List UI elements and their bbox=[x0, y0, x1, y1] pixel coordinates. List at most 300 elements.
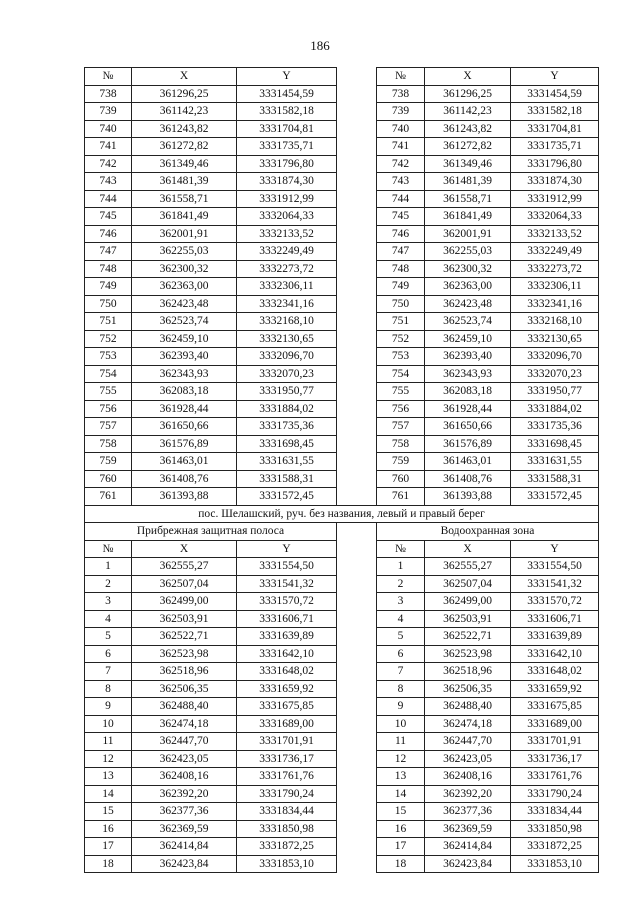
left-x-coordinate: 361393,88 bbox=[132, 488, 237, 506]
right-y-coordinate: 3331698,45 bbox=[511, 435, 599, 453]
table-row bbox=[85, 435, 599, 453]
table-row bbox=[85, 663, 599, 681]
right-point-number: 744 bbox=[377, 190, 425, 208]
left-y-coordinate: 3331454,59 bbox=[237, 85, 337, 103]
column-gap bbox=[337, 593, 377, 611]
right-point-number: 11 bbox=[377, 733, 425, 751]
left-point-number: 10 bbox=[85, 715, 132, 733]
left-x-coordinate: 362343,93 bbox=[132, 365, 237, 383]
right-point-number: 4 bbox=[377, 610, 425, 628]
right-y-coordinate: 3331554,50 bbox=[511, 558, 599, 576]
right-point-number: 739 bbox=[377, 103, 425, 121]
right-point-number: 758 bbox=[377, 435, 425, 453]
left-x-coordinate: 362523,74 bbox=[132, 313, 237, 331]
column-gap bbox=[337, 540, 377, 558]
right-y-coordinate: 3331689,00 bbox=[511, 715, 599, 733]
right-header-x: X bbox=[425, 68, 511, 86]
right-x-coordinate: 362408,16 bbox=[425, 768, 511, 786]
left-x-coordinate: 362414,84 bbox=[132, 838, 237, 856]
left-y-coordinate: 3331588,31 bbox=[237, 470, 337, 488]
table-row bbox=[85, 785, 599, 803]
table-row bbox=[85, 558, 599, 576]
right-y-coordinate: 3331790,24 bbox=[511, 785, 599, 803]
column-gap bbox=[337, 418, 377, 436]
column-gap bbox=[337, 663, 377, 681]
right-y-coordinate: 3331701,91 bbox=[511, 733, 599, 751]
right-x-coordinate: 362423,48 bbox=[425, 295, 511, 313]
right-x-coordinate: 361576,89 bbox=[425, 435, 511, 453]
table-row bbox=[85, 715, 599, 733]
right-point-number: 8 bbox=[377, 680, 425, 698]
left-y-coordinate: 3331698,45 bbox=[237, 435, 337, 453]
right-x-coordinate: 362523,74 bbox=[425, 313, 511, 331]
left-y-coordinate: 3331606,71 bbox=[237, 610, 337, 628]
left-y-coordinate: 3332070,23 bbox=[237, 365, 337, 383]
right-point-number: 742 bbox=[377, 155, 425, 173]
left-x-coordinate: 362555,27 bbox=[132, 558, 237, 576]
right-y-coordinate: 3331704,81 bbox=[511, 120, 599, 138]
right-y-coordinate: 3331572,45 bbox=[511, 488, 599, 506]
column-gap bbox=[337, 295, 377, 313]
right-x-coordinate: 362522,71 bbox=[425, 628, 511, 646]
left-x-coordinate: 361349,46 bbox=[132, 155, 237, 173]
column-gap bbox=[337, 558, 377, 576]
right-x-coordinate: 362507,04 bbox=[425, 575, 511, 593]
left-y-coordinate: 3331796,80 bbox=[237, 155, 337, 173]
left-point-number: 758 bbox=[85, 435, 132, 453]
right-point-number: 1 bbox=[377, 558, 425, 576]
right-y-coordinate: 3331675,85 bbox=[511, 698, 599, 716]
column-gap bbox=[337, 768, 377, 786]
right-x-coordinate: 361558,71 bbox=[425, 190, 511, 208]
column-gap bbox=[337, 120, 377, 138]
right-point-number: 16 bbox=[377, 820, 425, 838]
right-y-coordinate: 3332249,49 bbox=[511, 243, 599, 261]
left-x-coordinate: 361928,44 bbox=[132, 400, 237, 418]
table-row bbox=[85, 593, 599, 611]
table-row bbox=[85, 243, 599, 261]
left-y-coordinate: 3331874,30 bbox=[237, 173, 337, 191]
right-header-x: X bbox=[425, 540, 511, 558]
column-gap bbox=[337, 628, 377, 646]
right-header-y: Y bbox=[511, 540, 599, 558]
left-point-number: 761 bbox=[85, 488, 132, 506]
left-point-number: 8 bbox=[85, 680, 132, 698]
left-x-coordinate: 361243,82 bbox=[132, 120, 237, 138]
table-row bbox=[85, 225, 599, 243]
left-x-coordinate: 362522,71 bbox=[132, 628, 237, 646]
right-point-number: 753 bbox=[377, 348, 425, 366]
left-point-number: 740 bbox=[85, 120, 132, 138]
table-row bbox=[85, 768, 599, 786]
right-point-number: 5 bbox=[377, 628, 425, 646]
right-y-coordinate: 3331570,72 bbox=[511, 593, 599, 611]
right-y-coordinate: 3332341,16 bbox=[511, 295, 599, 313]
left-point-number: 738 bbox=[85, 85, 132, 103]
right-point-number: 17 bbox=[377, 838, 425, 856]
left-point-number: 754 bbox=[85, 365, 132, 383]
column-gap bbox=[337, 750, 377, 768]
column-gap bbox=[337, 348, 377, 366]
column-gap bbox=[337, 803, 377, 821]
right-x-coordinate: 362343,93 bbox=[425, 365, 511, 383]
left-x-coordinate: 362255,03 bbox=[132, 243, 237, 261]
left-point-number: 742 bbox=[85, 155, 132, 173]
column-gap bbox=[337, 435, 377, 453]
right-header-no: № bbox=[377, 68, 425, 86]
table-row bbox=[85, 628, 599, 646]
right-point-number: 745 bbox=[377, 208, 425, 226]
table-row bbox=[85, 698, 599, 716]
table-row bbox=[85, 855, 599, 873]
right-point-number: 759 bbox=[377, 453, 425, 471]
left-y-coordinate: 3331761,76 bbox=[237, 768, 337, 786]
column-gap bbox=[337, 103, 377, 121]
column-gap bbox=[337, 610, 377, 628]
left-header-no: № bbox=[85, 68, 132, 86]
table-row bbox=[85, 173, 599, 191]
right-y-coordinate: 3332168,10 bbox=[511, 313, 599, 331]
right-y-coordinate: 3331735,36 bbox=[511, 418, 599, 436]
right-x-coordinate: 362423,05 bbox=[425, 750, 511, 768]
left-y-coordinate: 3331554,50 bbox=[237, 558, 337, 576]
right-x-coordinate: 362393,40 bbox=[425, 348, 511, 366]
left-point-number: 13 bbox=[85, 768, 132, 786]
left-x-coordinate: 362499,00 bbox=[132, 593, 237, 611]
left-point-number: 753 bbox=[85, 348, 132, 366]
right-point-number: 751 bbox=[377, 313, 425, 331]
right-x-coordinate: 361650,66 bbox=[425, 418, 511, 436]
right-point-number: 741 bbox=[377, 138, 425, 156]
column-gap bbox=[337, 243, 377, 261]
table-row bbox=[85, 278, 599, 296]
left-y-coordinate: 3331704,81 bbox=[237, 120, 337, 138]
column-gap bbox=[337, 138, 377, 156]
table-row bbox=[85, 103, 599, 121]
column-gap bbox=[337, 155, 377, 173]
left-x-coordinate: 362447,70 bbox=[132, 733, 237, 751]
column-gap bbox=[337, 785, 377, 803]
right-y-coordinate: 3331736,17 bbox=[511, 750, 599, 768]
column-gap bbox=[337, 313, 377, 331]
left-point-number: 749 bbox=[85, 278, 132, 296]
left-point-number: 752 bbox=[85, 330, 132, 348]
right-x-coordinate: 361142,23 bbox=[425, 103, 511, 121]
left-point-number: 7 bbox=[85, 663, 132, 681]
table-row bbox=[85, 138, 599, 156]
left-x-coordinate: 362488,40 bbox=[132, 698, 237, 716]
left-point-number: 755 bbox=[85, 383, 132, 401]
right-x-coordinate: 362255,03 bbox=[425, 243, 511, 261]
right-y-coordinate: 3332273,72 bbox=[511, 260, 599, 278]
column-gap bbox=[337, 488, 377, 506]
left-x-coordinate: 362393,40 bbox=[132, 348, 237, 366]
left-x-coordinate: 362369,59 bbox=[132, 820, 237, 838]
column-gap bbox=[337, 698, 377, 716]
left-y-coordinate: 3331834,44 bbox=[237, 803, 337, 821]
right-y-coordinate: 3331648,02 bbox=[511, 663, 599, 681]
right-point-number: 760 bbox=[377, 470, 425, 488]
left-x-coordinate: 362300,32 bbox=[132, 260, 237, 278]
right-point-number: 747 bbox=[377, 243, 425, 261]
table-row bbox=[85, 733, 599, 751]
right-x-coordinate: 361841,49 bbox=[425, 208, 511, 226]
column-gap bbox=[337, 680, 377, 698]
right-x-coordinate: 362523,98 bbox=[425, 645, 511, 663]
right-y-coordinate: 3332133,52 bbox=[511, 225, 599, 243]
left-x-coordinate: 361558,71 bbox=[132, 190, 237, 208]
right-point-number: 18 bbox=[377, 855, 425, 873]
table-row bbox=[85, 330, 599, 348]
left-y-coordinate: 3331570,72 bbox=[237, 593, 337, 611]
left-y-coordinate: 3331884,02 bbox=[237, 400, 337, 418]
table-row bbox=[85, 313, 599, 331]
right-x-coordinate: 362423,84 bbox=[425, 855, 511, 873]
left-x-coordinate: 362001,91 bbox=[132, 225, 237, 243]
left-x-coordinate: 361272,82 bbox=[132, 138, 237, 156]
left-y-coordinate: 3332096,70 bbox=[237, 348, 337, 366]
column-gap bbox=[337, 173, 377, 191]
left-y-coordinate: 3331639,89 bbox=[237, 628, 337, 646]
column-gap bbox=[337, 838, 377, 856]
left-point-number: 3 bbox=[85, 593, 132, 611]
left-y-coordinate: 3332133,52 bbox=[237, 225, 337, 243]
right-point-number: 755 bbox=[377, 383, 425, 401]
right-y-coordinate: 3331796,80 bbox=[511, 155, 599, 173]
right-x-coordinate: 362363,00 bbox=[425, 278, 511, 296]
right-x-coordinate: 362474,18 bbox=[425, 715, 511, 733]
right-x-coordinate: 362447,70 bbox=[425, 733, 511, 751]
right-point-number: 15 bbox=[377, 803, 425, 821]
right-x-coordinate: 362083,18 bbox=[425, 383, 511, 401]
right-x-coordinate: 362001,91 bbox=[425, 225, 511, 243]
right-y-coordinate: 3331639,89 bbox=[511, 628, 599, 646]
left-x-coordinate: 361296,25 bbox=[132, 85, 237, 103]
page-number: 186 bbox=[310, 38, 330, 53]
left-point-number: 5 bbox=[85, 628, 132, 646]
left-x-coordinate: 362518,96 bbox=[132, 663, 237, 681]
left-y-coordinate: 3331850,98 bbox=[237, 820, 337, 838]
right-x-coordinate: 362503,91 bbox=[425, 610, 511, 628]
right-x-coordinate: 361928,44 bbox=[425, 400, 511, 418]
left-point-number: 747 bbox=[85, 243, 132, 261]
right-x-coordinate: 361243,82 bbox=[425, 120, 511, 138]
column-gap bbox=[337, 820, 377, 838]
right-point-number: 2 bbox=[377, 575, 425, 593]
right-x-coordinate: 362369,59 bbox=[425, 820, 511, 838]
right-y-coordinate: 3331659,92 bbox=[511, 680, 599, 698]
right-y-coordinate: 3331735,71 bbox=[511, 138, 599, 156]
left-point-number: 746 bbox=[85, 225, 132, 243]
left-y-coordinate: 3331912,99 bbox=[237, 190, 337, 208]
left-x-coordinate: 362503,91 bbox=[132, 610, 237, 628]
left-x-coordinate: 362377,36 bbox=[132, 803, 237, 821]
column-gap bbox=[337, 365, 377, 383]
left-y-coordinate: 3332306,11 bbox=[237, 278, 337, 296]
column-gap bbox=[337, 645, 377, 663]
left-point-number: 741 bbox=[85, 138, 132, 156]
right-x-coordinate: 361481,39 bbox=[425, 173, 511, 191]
left-x-coordinate: 361142,23 bbox=[132, 103, 237, 121]
left-x-coordinate: 362459,10 bbox=[132, 330, 237, 348]
left-point-number: 739 bbox=[85, 103, 132, 121]
left-y-coordinate: 3331631,55 bbox=[237, 453, 337, 471]
table-row bbox=[85, 838, 599, 856]
right-point-number: 749 bbox=[377, 278, 425, 296]
left-y-coordinate: 3332249,49 bbox=[237, 243, 337, 261]
right-x-coordinate: 361349,46 bbox=[425, 155, 511, 173]
header-row bbox=[85, 68, 599, 86]
coordinates-table bbox=[84, 67, 599, 873]
right-x-coordinate: 362414,84 bbox=[425, 838, 511, 856]
left-y-coordinate: 3332168,10 bbox=[237, 313, 337, 331]
right-point-number: 748 bbox=[377, 260, 425, 278]
column-gap bbox=[337, 68, 377, 86]
column-gap bbox=[337, 208, 377, 226]
right-point-number: 757 bbox=[377, 418, 425, 436]
table-row bbox=[85, 208, 599, 226]
left-x-coordinate: 362474,18 bbox=[132, 715, 237, 733]
right-x-coordinate: 361272,82 bbox=[425, 138, 511, 156]
right-subtitle: Водоохранная зона bbox=[377, 523, 599, 541]
right-point-number: 3 bbox=[377, 593, 425, 611]
right-y-coordinate: 3331582,18 bbox=[511, 103, 599, 121]
left-x-coordinate: 362423,84 bbox=[132, 855, 237, 873]
column-gap bbox=[337, 855, 377, 873]
left-point-number: 744 bbox=[85, 190, 132, 208]
right-x-coordinate: 361393,88 bbox=[425, 488, 511, 506]
column-gap bbox=[337, 575, 377, 593]
table-row bbox=[85, 365, 599, 383]
right-y-coordinate: 3331761,76 bbox=[511, 768, 599, 786]
left-point-number: 12 bbox=[85, 750, 132, 768]
table-row bbox=[85, 85, 599, 103]
column-gap bbox=[337, 715, 377, 733]
table-row bbox=[85, 418, 599, 436]
right-y-coordinate: 3331606,71 bbox=[511, 610, 599, 628]
section-title: пос. Шелашский, руч. без названия, левый и правый берег bbox=[85, 505, 599, 523]
header-row bbox=[85, 540, 599, 558]
table-row bbox=[85, 400, 599, 418]
right-point-number: 743 bbox=[377, 173, 425, 191]
left-x-coordinate: 362408,16 bbox=[132, 768, 237, 786]
left-point-number: 743 bbox=[85, 173, 132, 191]
left-y-coordinate: 3331541,32 bbox=[237, 575, 337, 593]
column-gap bbox=[337, 453, 377, 471]
left-header-no: № bbox=[85, 540, 132, 558]
column-gap bbox=[337, 85, 377, 103]
right-x-coordinate: 362392,20 bbox=[425, 785, 511, 803]
table-row bbox=[85, 820, 599, 838]
right-point-number: 738 bbox=[377, 85, 425, 103]
left-point-number: 757 bbox=[85, 418, 132, 436]
right-y-coordinate: 3332070,23 bbox=[511, 365, 599, 383]
table-row bbox=[85, 750, 599, 768]
right-header-no: № bbox=[377, 540, 425, 558]
left-x-coordinate: 362507,04 bbox=[132, 575, 237, 593]
left-point-number: 759 bbox=[85, 453, 132, 471]
column-gap bbox=[337, 523, 377, 541]
right-header-y: Y bbox=[511, 68, 599, 86]
left-point-number: 745 bbox=[85, 208, 132, 226]
right-x-coordinate: 362518,96 bbox=[425, 663, 511, 681]
left-header-x: X bbox=[132, 68, 237, 86]
right-y-coordinate: 3332306,11 bbox=[511, 278, 599, 296]
left-subtitle: Прибрежная защитная полоса bbox=[85, 523, 337, 541]
right-point-number: 754 bbox=[377, 365, 425, 383]
left-y-coordinate: 3332273,72 bbox=[237, 260, 337, 278]
right-x-coordinate: 362459,10 bbox=[425, 330, 511, 348]
table-row bbox=[85, 488, 599, 506]
left-y-coordinate: 3331689,00 bbox=[237, 715, 337, 733]
left-x-coordinate: 361650,66 bbox=[132, 418, 237, 436]
table-row bbox=[85, 453, 599, 471]
left-point-number: 4 bbox=[85, 610, 132, 628]
left-point-number: 748 bbox=[85, 260, 132, 278]
right-point-number: 7 bbox=[377, 663, 425, 681]
right-y-coordinate: 3331850,98 bbox=[511, 820, 599, 838]
left-header-y: Y bbox=[237, 540, 337, 558]
left-y-coordinate: 3331736,17 bbox=[237, 750, 337, 768]
left-header-x: X bbox=[132, 540, 237, 558]
right-point-number: 6 bbox=[377, 645, 425, 663]
right-point-number: 761 bbox=[377, 488, 425, 506]
left-x-coordinate: 362363,00 bbox=[132, 278, 237, 296]
left-x-coordinate: 362392,20 bbox=[132, 785, 237, 803]
subtitle-row bbox=[85, 523, 599, 541]
left-point-number: 14 bbox=[85, 785, 132, 803]
left-x-coordinate: 361576,89 bbox=[132, 435, 237, 453]
left-x-coordinate: 362083,18 bbox=[132, 383, 237, 401]
right-point-number: 752 bbox=[377, 330, 425, 348]
right-y-coordinate: 3331874,30 bbox=[511, 173, 599, 191]
left-x-coordinate: 362423,05 bbox=[132, 750, 237, 768]
left-y-coordinate: 3331572,45 bbox=[237, 488, 337, 506]
right-x-coordinate: 362555,27 bbox=[425, 558, 511, 576]
left-y-coordinate: 3331701,91 bbox=[237, 733, 337, 751]
right-point-number: 9 bbox=[377, 698, 425, 716]
right-point-number: 10 bbox=[377, 715, 425, 733]
right-x-coordinate: 361296,25 bbox=[425, 85, 511, 103]
left-y-coordinate: 3331648,02 bbox=[237, 663, 337, 681]
left-point-number: 750 bbox=[85, 295, 132, 313]
right-point-number: 14 bbox=[377, 785, 425, 803]
table-row bbox=[85, 470, 599, 488]
table-row bbox=[85, 348, 599, 366]
left-x-coordinate: 362506,35 bbox=[132, 680, 237, 698]
left-point-number: 18 bbox=[85, 855, 132, 873]
left-y-coordinate: 3331853,10 bbox=[237, 855, 337, 873]
column-gap bbox=[337, 733, 377, 751]
column-gap bbox=[337, 400, 377, 418]
table-row bbox=[85, 645, 599, 663]
left-x-coordinate: 361481,39 bbox=[132, 173, 237, 191]
table-row bbox=[85, 575, 599, 593]
column-gap bbox=[337, 383, 377, 401]
right-y-coordinate: 3331631,55 bbox=[511, 453, 599, 471]
right-y-coordinate: 3332064,33 bbox=[511, 208, 599, 226]
left-y-coordinate: 3331642,10 bbox=[237, 645, 337, 663]
left-header-y: Y bbox=[237, 68, 337, 86]
right-y-coordinate: 3331872,25 bbox=[511, 838, 599, 856]
right-y-coordinate: 3331642,10 bbox=[511, 645, 599, 663]
left-point-number: 9 bbox=[85, 698, 132, 716]
left-y-coordinate: 3331735,36 bbox=[237, 418, 337, 436]
left-point-number: 6 bbox=[85, 645, 132, 663]
right-y-coordinate: 3331834,44 bbox=[511, 803, 599, 821]
left-y-coordinate: 3331872,25 bbox=[237, 838, 337, 856]
column-gap bbox=[337, 225, 377, 243]
